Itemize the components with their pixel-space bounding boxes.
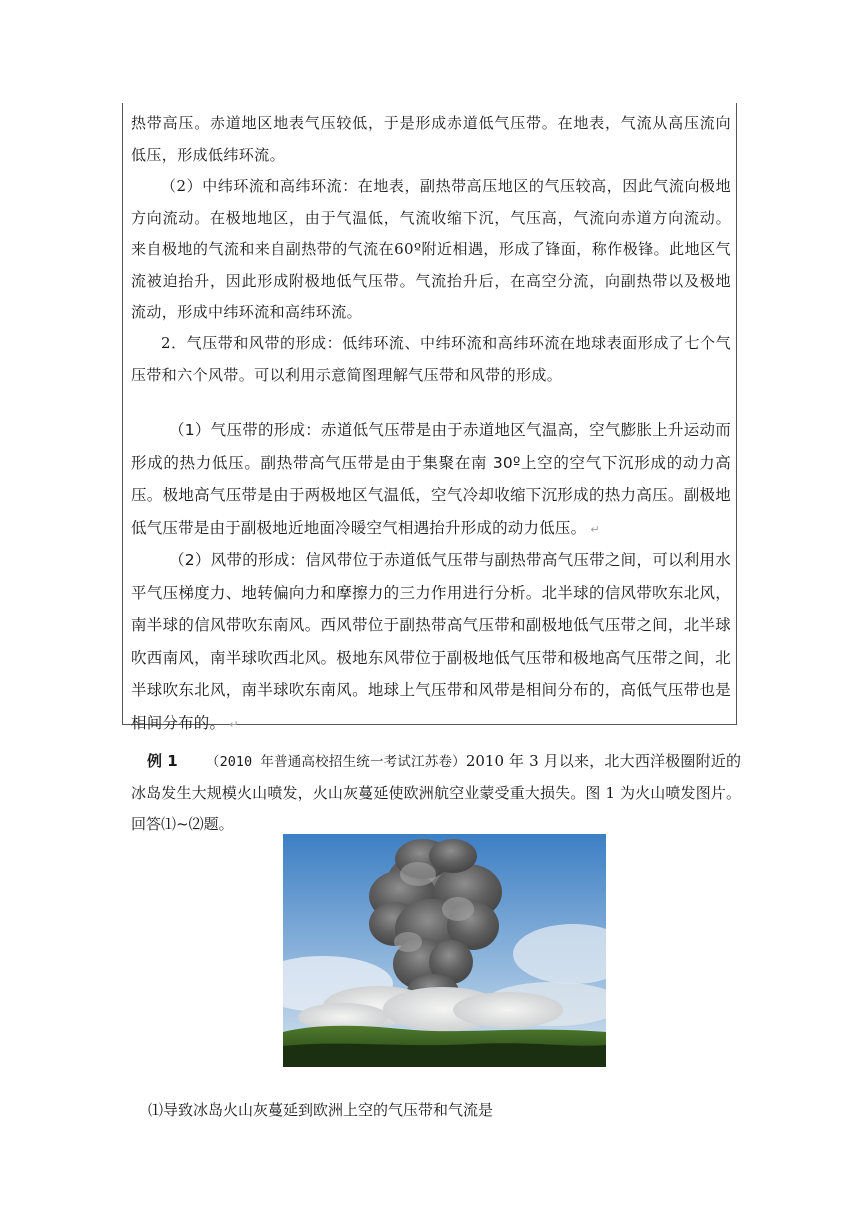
- paragraph-low-latitude-circulation: 热带高压。赤道地区地表气压较低，于是形成赤道低气压带。在地表，气流从高压流向低压，形成低纬环流。: [131, 114, 731, 164]
- paragraph-mid-high-latitude-circulation: （2）中纬环流和高纬环流：在地表，副热带高压地区的气压较高，因此气流向极地方向流动。在极地地区，由于气温低，气流收缩下沉，气压高，气流向赤道方向流动。来自极地的气流和来自副热带的气流在60º附近相遇，形成了锋面，称作极锋。此地区气流被迫抬升，因此形成附极地低气压带。气流抬升后，在高空分流，向副热带以及极地流动，形成中纬环流和高纬环流。: [131, 177, 731, 321]
- wind-belt-text: （2）风带的形成：信风带位于赤道低气压带与副热带高气压带之间，可以利用水平气压梯度力、地转偏向力和摩擦力的三力作用进行分析。北半球的信风带吹东北风，南半球的信风带吹东南风。西风带位于副热带高气压带和副极地低气压带之间，北半球吹西南风，南半球吹西北风。极地东风带位于副极地低气压带和极地高气压带之间，北半球吹东北风，南半球吹东南风。地球上气压带和风带是相间分布的，高低气压带也是相间分布的。: [131, 551, 731, 732]
- paragraph-wind-belt-formation: [131, 544, 731, 741]
- example-source: （2010 年普通高校招生统一考试江苏卷）: [205, 754, 466, 770]
- paragraph-pressure-belt-formation: [131, 414, 731, 546]
- example-1-paragraph: [131, 746, 741, 840]
- example-text: 2010 年 3 月以来，北大西洋极圈附近的冰岛发生大规模火山喷发，火山灰蔓延使欧洲航空业蒙受重大损失。图 1 为火山喷发图片。回答⑴~⑵题。: [131, 752, 741, 833]
- question-1: ⑴导致冰岛火山灰蔓延到欧洲上空的气压带和气流是: [148, 1101, 494, 1119]
- paragraph-pressure-wind-belts: 2．气压带和风带的形成：低纬环流、中纬环流和高纬环流在地球表面形成了七个气压带和六个风带。可以利用示意简图理解气压带和风带的形成。: [131, 334, 731, 384]
- return-mark-icon: ↵: [229, 717, 239, 731]
- return-mark-icon: ↵: [590, 522, 600, 536]
- volcano-eruption-photo: [283, 834, 606, 1067]
- pressure-belt-text: （1）气压带的形成：赤道低气压带是由于赤道地区气温高，空气膨胀上升运动而形成的热力低压。副热带高气压带是由于集聚在南 30º上空的空气下沉形成的动力高压。极地高气压带是由于两极地区气温低，空气冷却收缩下沉形成的热力高压。副极地低气压带是由于副极地近地面冷暖空气相遇抬升形成的动力低压。: [131, 421, 731, 537]
- example-label: 例 1: [147, 752, 178, 770]
